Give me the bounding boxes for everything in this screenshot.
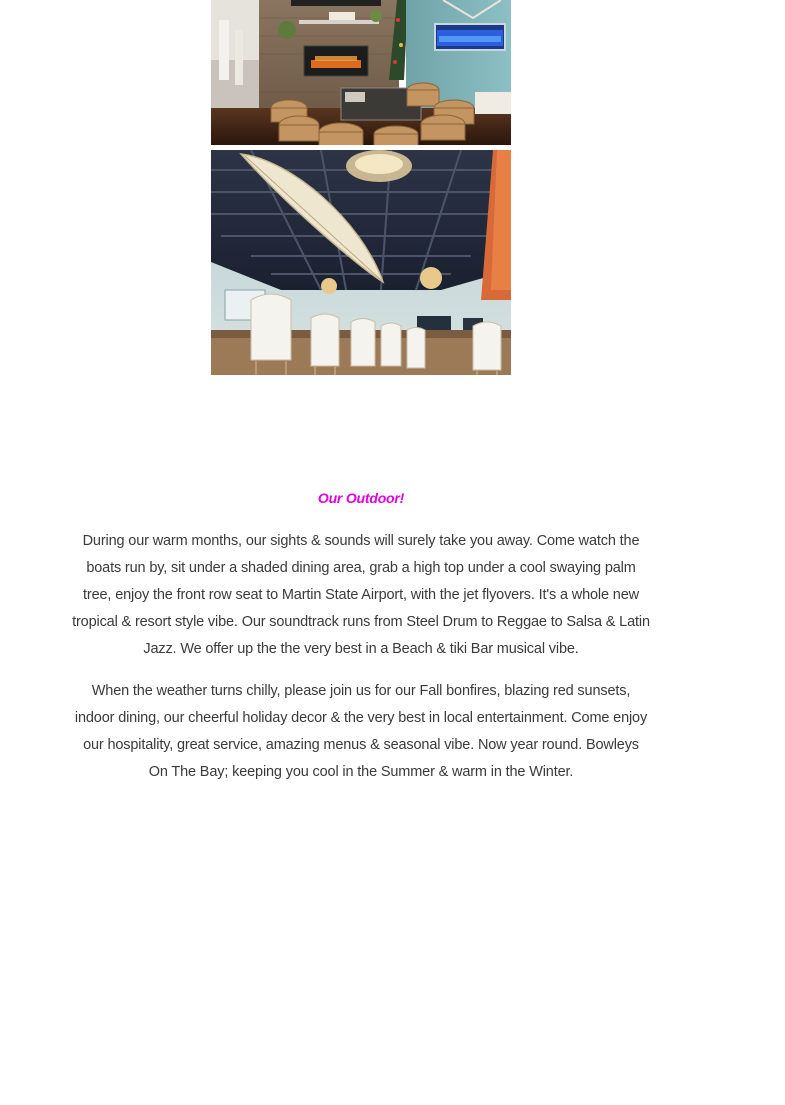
paragraph-warm-months: During our warm months, our sights & sounds will surely take you away. Come watch the boats run by, sit under a shaded dining area, grab a high top under a cool swaying palm tree, enjoy the front row seat to Martin State Airport, with the jet flyovers. It's a whole new tropical & resort style vibe. Our soundtrack runs from Steel Drum to Reggae to Salsa & Latin Jazz. We offer up the the very best in a Beach & tiki Bar musical vibe.	[72, 533, 650, 657]
lounge-photo	[211, 0, 511, 145]
dining-illustration	[211, 150, 511, 375]
paragraph-cold-months: When the weather turns chilly, please join us for our Fall bonfires, blazing red sunsets, indoor dining, our cheerful holiday decor & the very best in local entertainment. Come enjoy our hospitality, great service, amazing menus & seasonal vibe. Now year round. Bowleys On The Bay; keeping you cool in the Summer & warm in the Winter.	[74, 683, 648, 780]
section-heading: Our Outdoor!	[317, 490, 405, 506]
dining-room-photo	[211, 150, 511, 375]
lounge-illustration	[211, 0, 511, 145]
